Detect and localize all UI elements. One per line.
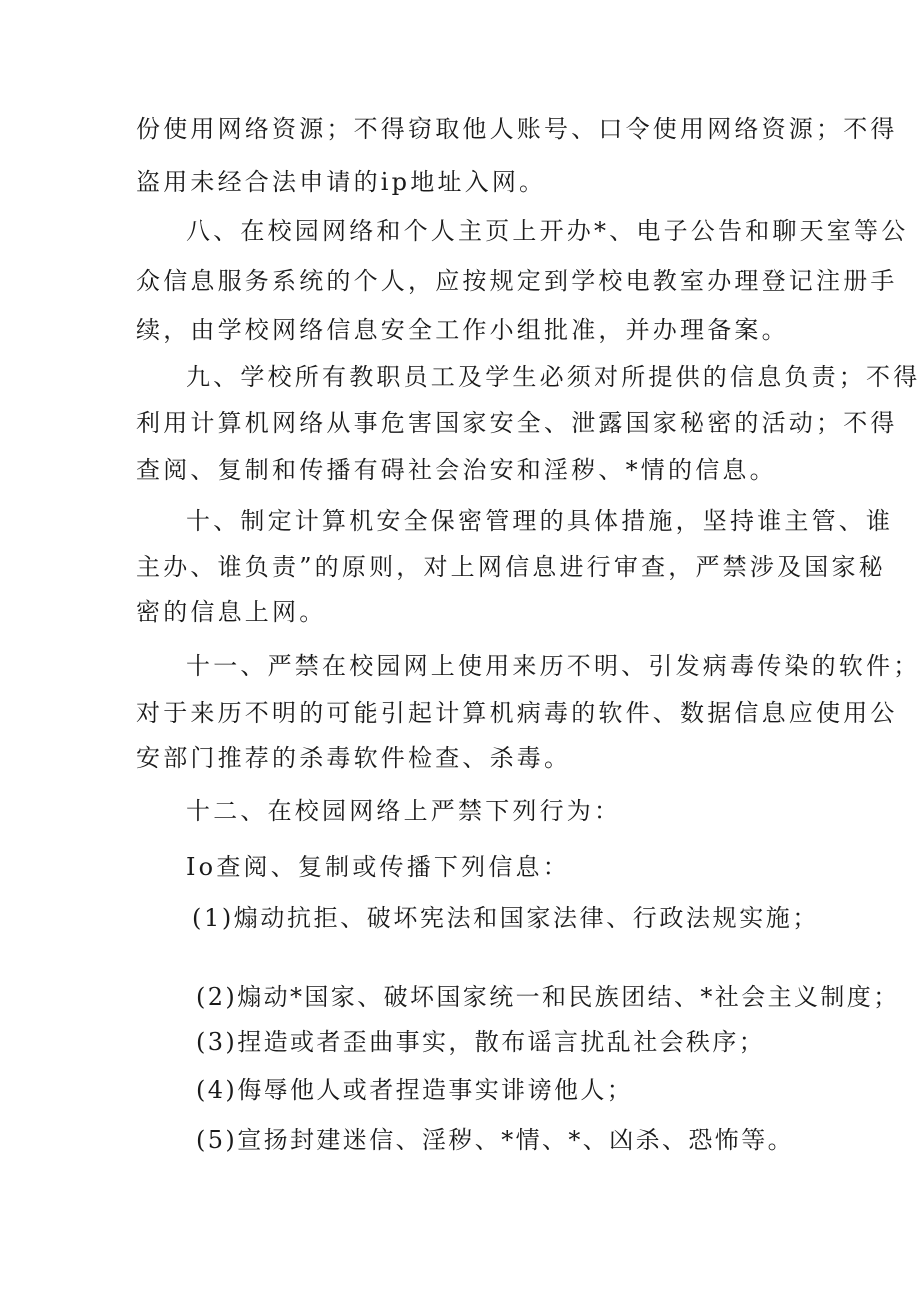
list-item: (2)煽动*国家、破坏国家统一和民族团结、*社会主义制度； bbox=[196, 983, 900, 1011]
text-line: 份使用网络资源；不得窃取他人账号、口令使用网络资源；不得 bbox=[136, 115, 898, 143]
text-line: 安部门推荐的杀毒软件检查、杀毒。 bbox=[136, 744, 572, 772]
paragraph-9-line: 九、学校所有教职员工及学生必须对所提供的信息负责；不得 bbox=[186, 363, 920, 391]
paragraph-10-line: 十、制定计算机安全保密管理的具体措施，坚持谁主管、谁 bbox=[186, 507, 894, 535]
text-line: 众信息服务系统的个人，应按规定到学校电教室办理登记注册手 bbox=[136, 267, 898, 295]
text-line: 对于来历不明的可能引起计算机病毒的软件、数据信息应使用公 bbox=[136, 699, 898, 727]
paragraph-12-line: 十二、在校园网络上严禁下列行为： bbox=[186, 797, 622, 825]
paragraph-11-line: 十一、严禁在校园网上使用来历不明、引发病毒传染的软件； bbox=[186, 652, 920, 680]
text-line: 利用计算机网络从事危害国家安全、泄露国家秘密的活动；不得 bbox=[136, 409, 898, 437]
list-item: (1)煽动抗拒、破坏宪法和国家法律、行政法规实施； bbox=[192, 904, 819, 932]
list-item: (4)侮辱他人或者捏造事实诽谤他人； bbox=[196, 1076, 634, 1104]
text-line: 密的信息上网。 bbox=[136, 598, 327, 626]
text-line: 续，由学校网络信息安全工作小组批准，并办理备案。 bbox=[136, 316, 789, 344]
list-item: (5)宣扬封建迷信、淫秽、*情、*、凶杀、恐怖等。 bbox=[196, 1126, 794, 1154]
list-item: (3)捏造或者歪曲事实，散布谣言扰乱社会秩序； bbox=[196, 1028, 766, 1056]
paragraph-8-line: 八、在校园网络和个人主页上开办*、电子公告和聊天室等公 bbox=[186, 217, 909, 245]
text-line: 主办、谁负责”的原则，对上网信息进行审查，严禁涉及国家秘 bbox=[136, 553, 886, 581]
subsection-heading: Io查阅、复制或传播下列信息： bbox=[186, 853, 570, 881]
text-line: 查阅、复制和传播有碍社会治安和淫秽、*情的信息。 bbox=[136, 456, 777, 484]
text-line: 盗用未经合法申请的ip地址入网。 bbox=[136, 168, 547, 196]
